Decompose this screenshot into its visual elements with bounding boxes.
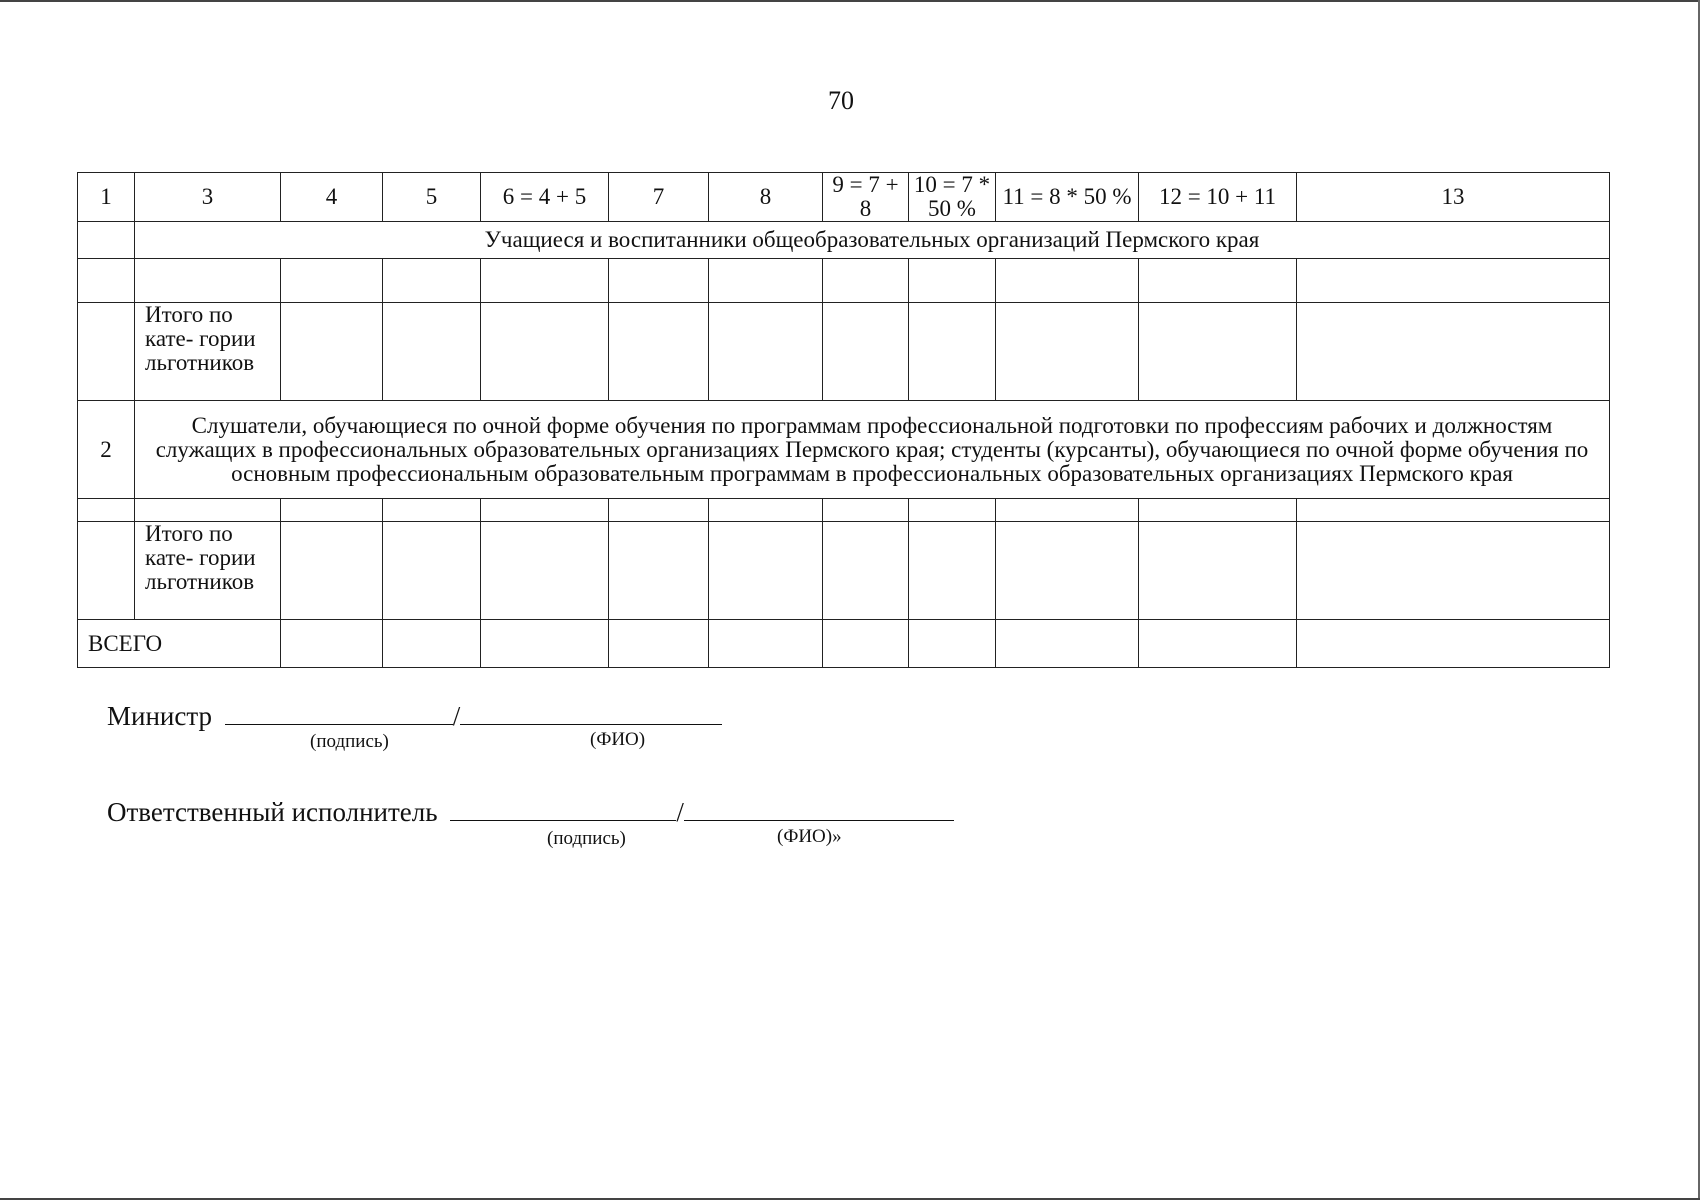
table-cell (383, 620, 481, 668)
header-cell: 12 = 10 + 11 (1139, 173, 1297, 222)
table-cell (78, 303, 135, 401)
responsible-name-caption: (ФИО)» (777, 826, 842, 847)
table-cell (1297, 303, 1610, 401)
table-cell (1297, 620, 1610, 668)
table-cell (996, 259, 1139, 303)
table-cell (481, 499, 609, 522)
table-cell (135, 499, 281, 522)
table-cell (823, 303, 909, 401)
table-cell (78, 259, 135, 303)
table-cell (1139, 620, 1297, 668)
header-cell: 7 (609, 173, 709, 222)
table-row (78, 499, 1610, 522)
table-cell (709, 522, 823, 620)
table-cell (1139, 499, 1297, 522)
table-cell (709, 259, 823, 303)
header-cell: 5 (383, 173, 481, 222)
section-row (78, 222, 1610, 259)
table-cell (481, 259, 609, 303)
header-cell: 6 = 4 + 5 (481, 173, 609, 222)
table-cell (996, 522, 1139, 620)
subtotal-row (78, 522, 1610, 620)
section-row (78, 401, 1610, 499)
header-cell: 10 = 7 * 50 % (909, 173, 996, 222)
minister-name-caption: (ФИО) (590, 729, 646, 750)
page-number: 70 (828, 86, 854, 115)
header-cell: 8 (709, 173, 823, 222)
table-cell (709, 303, 823, 401)
subtotal-label: Итого по кате- гории льготников (135, 522, 281, 620)
header-cell: 3 (135, 173, 281, 222)
responsible-name-line (684, 794, 954, 821)
table-cell (996, 620, 1139, 668)
section-number-cell (78, 222, 135, 259)
table-cell (909, 620, 996, 668)
section-title: Учащиеся и воспитанники общеобразовательных организаций Пермского края (135, 222, 1610, 259)
responsible-label: Ответственный исполнитель (107, 797, 438, 827)
section-title: Слушатели, обучающиеся по очной форме обучения по программам профессиональной подготовки по профессиям рабочих и должностям служащих в профессиональных образовательных организациях Пермского края; студенты (курсанты), обучающиеся по очной форме обучения по основным профессиональным образовательным программам в профессиональных образовательных организациях Пермского края (135, 401, 1610, 499)
minister-signature-caption: (подпись) (310, 731, 389, 752)
table-cell (909, 522, 996, 620)
table-cell (281, 303, 383, 401)
table-cell (996, 303, 1139, 401)
table-cell (609, 620, 709, 668)
table-cell (281, 620, 383, 668)
table-cell (1297, 259, 1610, 303)
table-cell (823, 522, 909, 620)
table-cell (1297, 522, 1610, 620)
table-cell (823, 620, 909, 668)
table-cell (383, 499, 481, 522)
table-cell (383, 522, 481, 620)
table-cell (823, 259, 909, 303)
table-cell (1297, 499, 1610, 522)
scan-edge-top (0, 0, 1700, 2)
table-cell (481, 303, 609, 401)
table-cell (78, 499, 135, 522)
table-cell (281, 259, 383, 303)
table-cell (609, 259, 709, 303)
table-cell (609, 303, 709, 401)
table-cell (909, 499, 996, 522)
signature-separator: / (676, 797, 684, 827)
table-cell (481, 522, 609, 620)
header-cell: 13 (1297, 173, 1610, 222)
header-cell: 1 (78, 173, 135, 222)
responsible-signature-caption: (подпись) (547, 828, 626, 849)
table-cell (383, 259, 481, 303)
table-cell (823, 499, 909, 522)
table-cell (909, 259, 996, 303)
minister-name-line (460, 698, 722, 725)
table-cell (609, 522, 709, 620)
table-cell (383, 303, 481, 401)
minister-signature-block (107, 698, 722, 732)
table-cell (281, 522, 383, 620)
table-cell (1139, 259, 1297, 303)
section-number-cell: 2 (78, 401, 135, 499)
report-table (77, 172, 1610, 668)
minister-signature-line (225, 698, 453, 725)
table-row (78, 259, 1610, 303)
total-label: ВСЕГО (78, 620, 281, 668)
table-cell (709, 499, 823, 522)
table-cell (1139, 522, 1297, 620)
responsible-signature-block (107, 794, 954, 828)
table-cell (1139, 303, 1297, 401)
subtotal-label: Итого по кате- гории льготников (135, 303, 281, 401)
minister-label: Министр (107, 701, 212, 731)
table-cell (909, 303, 996, 401)
table-cell (609, 499, 709, 522)
header-cell: 9 = 7 + 8 (823, 173, 909, 222)
table-cell (135, 259, 281, 303)
responsible-signature-line (450, 794, 676, 821)
header-cell: 4 (281, 173, 383, 222)
subtotal-row (78, 303, 1610, 401)
table-cell (709, 620, 823, 668)
signature-separator: / (452, 701, 461, 731)
table-cell (481, 620, 609, 668)
table-cell (996, 499, 1139, 522)
table-cell (281, 499, 383, 522)
table-cell (78, 522, 135, 620)
header-cell: 11 = 8 * 50 % (996, 173, 1139, 222)
total-row (78, 620, 1610, 668)
table-header-row (78, 173, 1610, 222)
